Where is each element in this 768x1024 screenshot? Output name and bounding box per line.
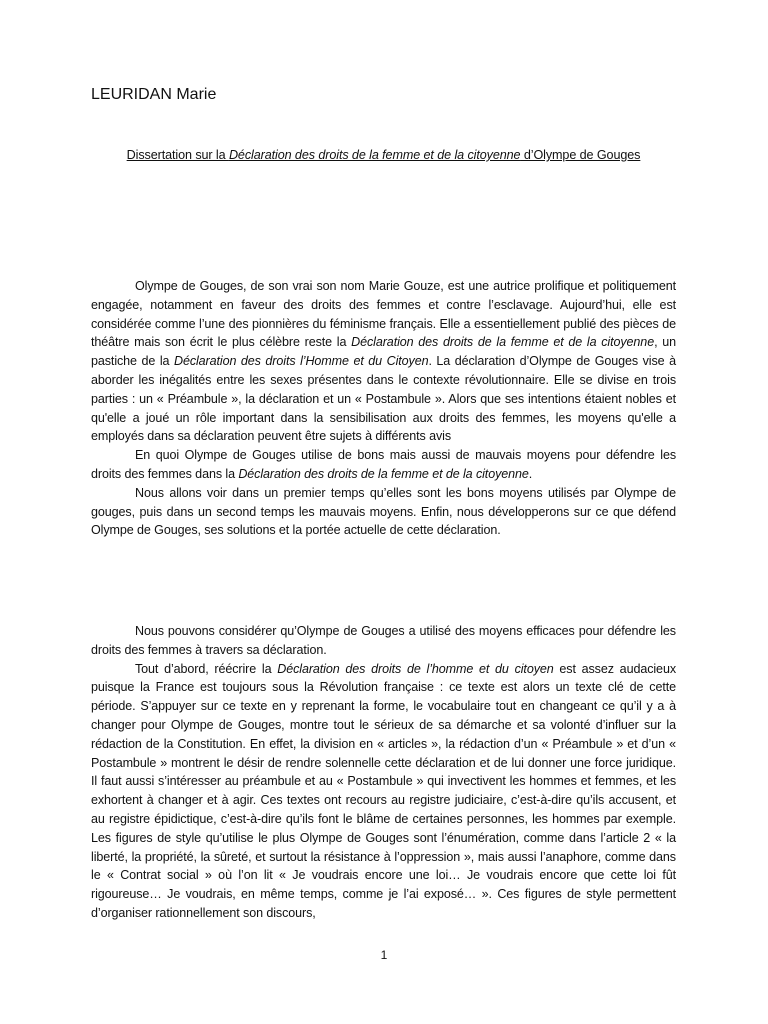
intro-p1-text-a: Olympe de Gouges, de son vrai son nom Marie Gouze, est une autrice prolifique et politiquement engagée, notamment en faveur des droits des femmes et contre l’esclavage. Aujourd’hui, elle est considérée comme l’une des pionnières du féminisme français. Elle a essentiellement publié des pièces de théâtre mais son écrit le plus célèbre reste la — [91, 279, 676, 350]
intro-p1-work-2: Déclaration des droits l’Homme et du Citoyen — [173, 354, 429, 369]
intro-p1-text-c: . La déclaration d’Olympe de Gouges vise à aborder les inégalités entre les sexes présentes dans le contexte révolutionnaire. Elle se divise en trois parties : un « Préambule », la déclaration et un « Postambule ». Alors que ses intentions étaient nobles et qu'elle a joué un rôle important dans la sensibilisation aux droits des femmes, les moyens qu'elle a employés dans sa déclaration peuvent être sujets à différents avis — [91, 354, 676, 444]
intro-paragraph-1 — [91, 277, 676, 446]
intro-p2-text-a: En quoi Olympe de Gouges utilise de bons mais aussi de mauvais moyens pour défendre les droits des femmes dans la — [91, 448, 676, 481]
body-section — [91, 622, 676, 923]
body-p2-text-b: est assez audacieux puisque la France est toujours sous la Révolution française : ce texte est alors un texte clé de cette période. S’appuyer sur ce texte en y reprenant la forme, le vocabulaire tout en changeant ce qu’il y a à changer pour Olympe de Gouges, montre tout le sérieux de sa démarche et sa volonté d’influer sur la rédaction de la Constitution. En effet, la division en « articles », la rédaction d’un « Préambule » et d’un « Postambule » montrent le désir de rendre solennelle cette déclaration et de lui donner une force juridique. Il faut aussi s’intéresser au préambule et au « Postambule » qui invectivent les hommes et femmes, et les exhortent à changer et à agir. Ces textes ont recours au registre judiciaire, c’est-à-dire qu’ils accusent, et au registre épidictique, c’est-à-dire qu’ils font le blâme de certaines personnes, les hommes par exemple. Les figures de style qu’utilise le plus Olympe de Gouges sont l’énumération, comme dans l’article 2 « la liberté, la propriété, la sûreté, et surtout la résistance à l’oppression », mais aussi l’anaphore, comme dans le « Contrat social » où l’on lit « Je voudrais encore une loi… Je voudrais encore que cette loi fût rigoureuse… Je voudrais, en même temps, comme je l’ai exposé… ». Ces figures de style permettent d’organiser rationnellement son discours, — [91, 661, 676, 920]
body-p2-work: Déclaration des droits de l’homme et du citoyen — [277, 661, 554, 676]
body-paragraph-1: Nous pouvons considérer qu’Olympe de Gouges a utilisé des moyens efficaces pour défendre les droits des femmes à travers sa déclaration. — [91, 624, 676, 657]
title-work: Déclaration des droits de la femme et de la citoyenne — [228, 148, 521, 162]
intro-p1-text-b: , un pastiche de la — [91, 335, 676, 369]
author-name: LEURIDAN Marie — [91, 86, 217, 103]
title-prefix: Dissertation sur la — [126, 148, 229, 162]
introduction-section — [91, 277, 676, 540]
intro-p2-text-b: . — [528, 466, 533, 481]
intro-paragraph-3: Nous allons voir dans un premier temps qu’elles sont les bons moyens utilisés par Olympe de gouges, puis dans un second temps les mauvais moyens. Enfin, nous développerons sur ce que défend Olympe de Gouges, ses solutions et la portée actuelle de cette déclaration. — [91, 485, 676, 538]
intro-p2-work: Déclaration des droits de la femme et de la citoyenne — [238, 466, 529, 481]
body-paragraph-2 — [91, 660, 676, 923]
intro-p1-work-1: Déclaration des droits de la femme et de la citoyenne — [351, 335, 655, 350]
intro-paragraph-2 — [91, 446, 676, 484]
body-p2-text-a: Tout d’abord, réécrire la — [135, 661, 278, 676]
title-suffix: d’Olympe de Gouges — [520, 148, 641, 162]
document-title — [91, 148, 676, 162]
page-number: 1 — [380, 948, 388, 962]
